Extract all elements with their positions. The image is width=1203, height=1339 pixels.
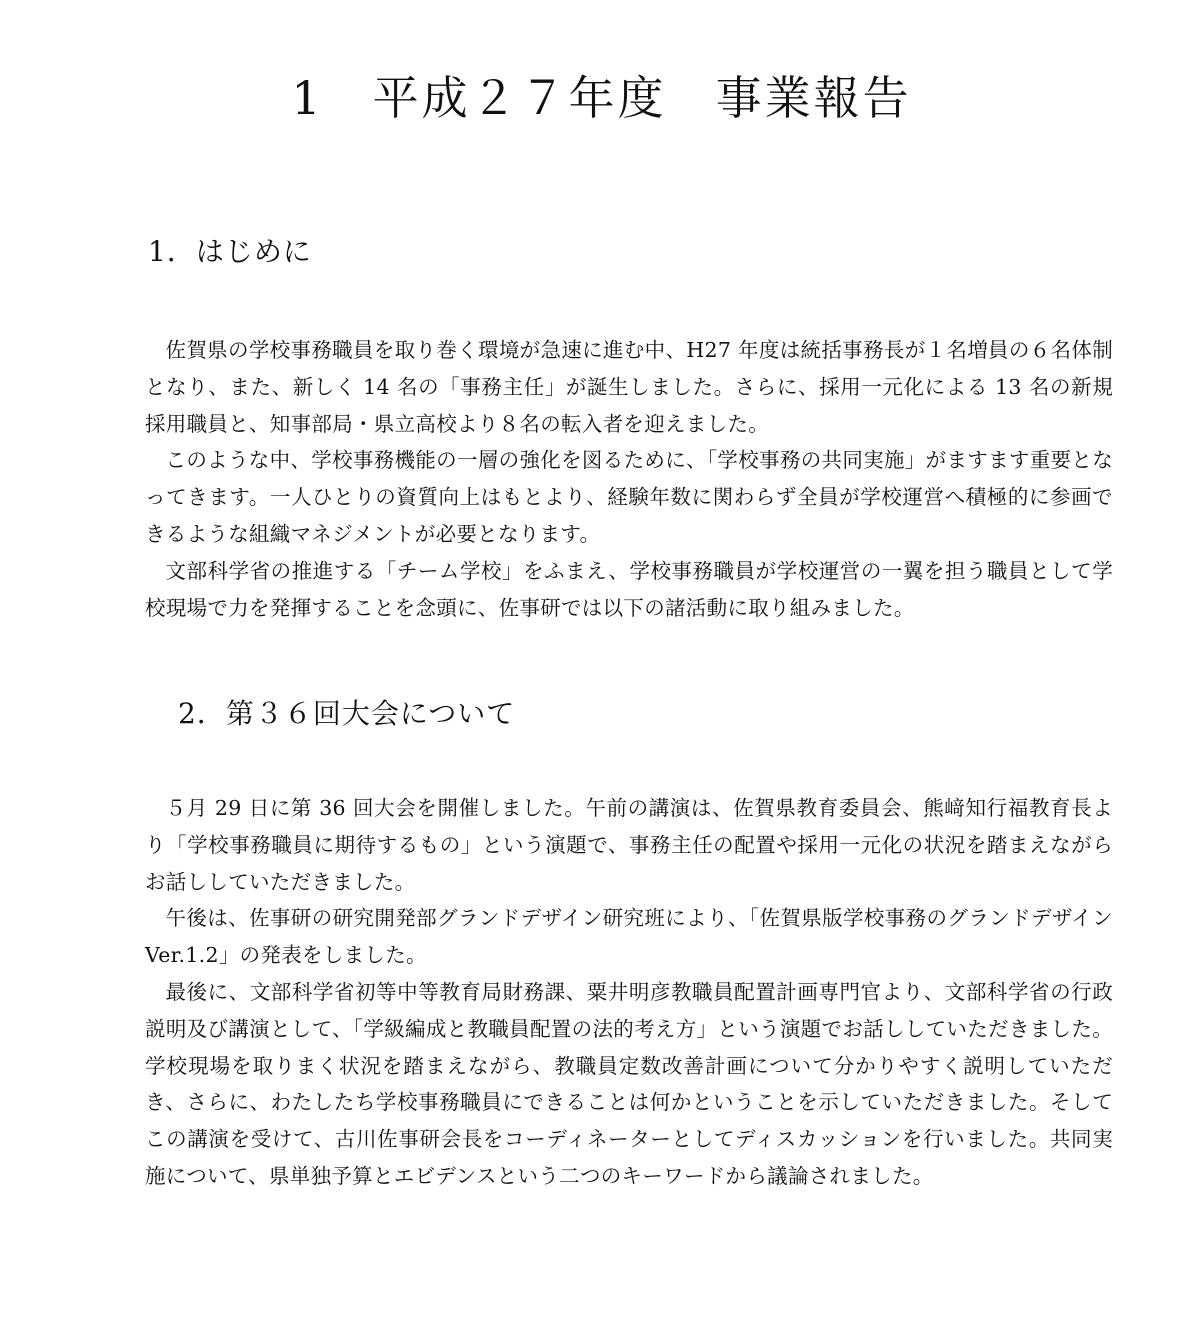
section-body-introduction [145,332,1113,626]
paragraph: 佐賀県の学校事務職員を取り巻く環境が急速に進む中、H27 年度は統括事務長が１名増員の６名体制となり、また、新しく 14 名の「事務主任」が誕生しました。さらに、採用一元化による 13 名の新規採用職員と、知事部局・県立高校より８名の転入者を迎えました。 [145,338,1113,436]
paragraph: 最後に、文部科学省初等中等教育局財務課、粟井明彦教職員配置計画専門官より、文部科学省の行政説明及び講演として、「学級編成と教職員配置の法的考え方」という演題でお話ししていただきました。学校現場を取りまく状況を踏まえながら、教職員定数改善計画について分かりやすく説明していただき、さらに、わたしたち学校事務職員にできることは何かということを示していただきました。そしてこの講演を受けて、古川佐事研会長をコーディネーターとしてディスカッションを行いました。共同実施について、県単独予算とエビデンスという二つのキーワードから議論されました。 [145,979,1113,1188]
page-title: 1 平成２７年度 事業報告 [291,71,912,125]
section-heading-introduction: 1．はじめに [148,235,312,268]
paragraph: 午後は、佐事研の研究開発部グランドデザイン研究班により、「佐賀県版学校事務のグランドデザイン Ver.1.2」の発表をしました。 [145,906,1113,968]
paragraph: 文部科学省の推進する「チーム学校」をふまえ、学校事務職員が学校運営の一翼を担う職員として学校現場で力を発揮することを念頭に、佐事研では以下の諸活動に取り組みました。 [145,558,1113,620]
paragraph: ５月 29 日に第 36 回大会を開催しました。午前の講演は、佐賀県教育委員会、熊﨑知行福教育長より「学校事務職員に期待するもの」という演題で、事務主任の配置や採用一元化の状況を踏まえながらお話ししていただきました。 [145,796,1113,894]
section-body-convention [145,790,1113,1195]
section-heading-convention: 2．第３６回大会について [178,697,516,730]
paragraph: このような中、学校事務機能の一層の強化を図るために、「学校事務の共同実施」がますます重要となってきます。一人ひとりの資質向上はもとより、経験年数に関わらず全員が学校運営へ積極的に参画できるような組織マネジメントが必要となります。 [145,448,1113,546]
